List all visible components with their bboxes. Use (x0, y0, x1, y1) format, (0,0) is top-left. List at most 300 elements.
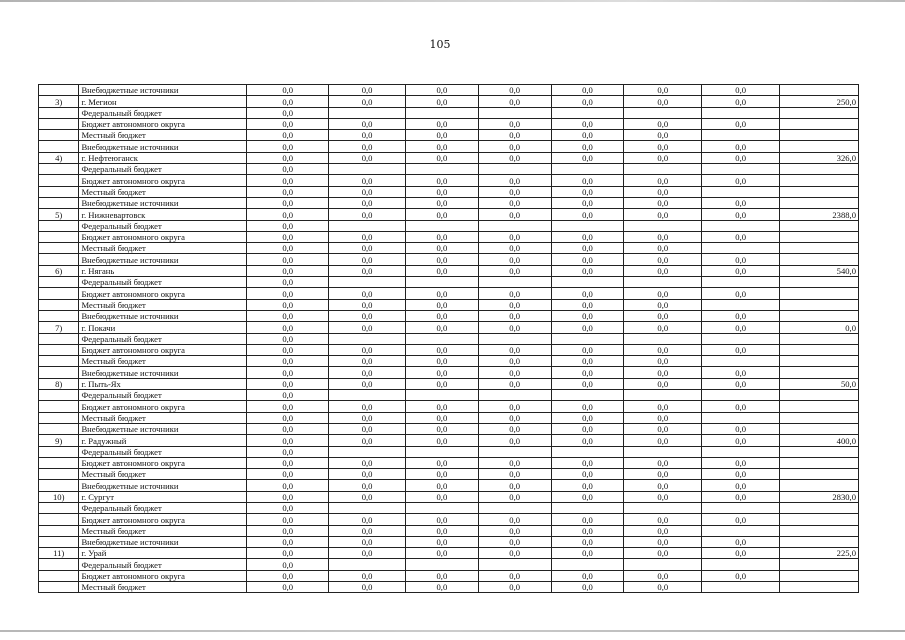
value-cell: 0,0 (478, 344, 551, 355)
row-number-cell (39, 164, 79, 175)
value-cell (702, 186, 780, 197)
row-name-cell: Бюджет автономного округа (79, 457, 247, 468)
total-cell (780, 559, 859, 570)
row-name-cell: Федеральный бюджет (79, 446, 247, 457)
row-name-cell: Местный бюджет (79, 582, 247, 593)
value-cell (624, 446, 702, 457)
value-cell: 0,0 (702, 401, 780, 412)
value-cell: 0,0 (702, 175, 780, 186)
table-row (39, 457, 859, 468)
value-cell (551, 390, 624, 401)
table-row (39, 367, 859, 378)
value-cell (702, 277, 780, 288)
value-cell (702, 164, 780, 175)
value-cell: 0,0 (702, 118, 780, 129)
value-cell: 0,0 (247, 390, 329, 401)
row-name-cell: г. Урай (79, 548, 247, 559)
value-cell: 0,0 (329, 197, 406, 208)
value-cell: 0,0 (329, 401, 406, 412)
row-number-cell (39, 559, 79, 570)
value-cell (478, 107, 551, 118)
value-cell: 0,0 (478, 457, 551, 468)
value-cell: 0,0 (405, 536, 478, 547)
value-cell: 0,0 (478, 491, 551, 502)
row-name-cell: Бюджет автономного округа (79, 514, 247, 525)
total-cell (780, 333, 859, 344)
value-cell: 0,0 (551, 265, 624, 276)
value-cell: 0,0 (247, 356, 329, 367)
row-number-cell (39, 446, 79, 457)
value-cell (702, 356, 780, 367)
value-cell: 0,0 (329, 288, 406, 299)
value-cell: 0,0 (551, 243, 624, 254)
value-cell (405, 164, 478, 175)
value-cell: 0,0 (551, 344, 624, 355)
total-cell (780, 356, 859, 367)
value-cell: 0,0 (551, 367, 624, 378)
value-cell (478, 277, 551, 288)
value-cell: 0,0 (551, 118, 624, 129)
value-cell: 0,0 (624, 401, 702, 412)
table-row (39, 254, 859, 265)
value-cell: 0,0 (247, 378, 329, 389)
row-name-cell: г. Пыть-Ях (79, 378, 247, 389)
value-cell: 0,0 (551, 197, 624, 208)
value-cell: 0,0 (478, 288, 551, 299)
value-cell (405, 277, 478, 288)
value-cell (702, 559, 780, 570)
row-name-cell: Местный бюджет (79, 525, 247, 536)
value-cell: 0,0 (329, 514, 406, 525)
value-cell (329, 502, 406, 513)
row-number-cell: 8) (39, 378, 79, 389)
row-name-cell: Внебюджетные источники (79, 480, 247, 491)
table-row (39, 209, 859, 220)
row-number-cell (39, 536, 79, 547)
row-number-cell (39, 254, 79, 265)
value-cell (405, 107, 478, 118)
table-row (39, 548, 859, 559)
value-cell (329, 277, 406, 288)
value-cell: 0,0 (624, 310, 702, 321)
total-cell: 326,0 (780, 152, 859, 163)
table-row (39, 536, 859, 547)
table-row (39, 231, 859, 242)
table-row (39, 164, 859, 175)
value-cell: 0,0 (405, 480, 478, 491)
table-row (39, 502, 859, 513)
total-cell (780, 570, 859, 581)
value-cell: 0,0 (329, 356, 406, 367)
value-cell: 0,0 (702, 536, 780, 547)
row-name-cell: г. Нефтеюганск (79, 152, 247, 163)
value-cell: 0,0 (624, 231, 702, 242)
value-cell: 0,0 (405, 299, 478, 310)
row-number-cell: 6) (39, 265, 79, 276)
value-cell: 0,0 (247, 322, 329, 333)
value-cell: 0,0 (329, 130, 406, 141)
value-cell: 0,0 (247, 96, 329, 107)
value-cell: 0,0 (551, 570, 624, 581)
value-cell: 0,0 (405, 288, 478, 299)
row-name-cell: Местный бюджет (79, 130, 247, 141)
value-cell (702, 107, 780, 118)
value-cell (624, 220, 702, 231)
value-cell: 0,0 (329, 186, 406, 197)
row-number-cell (39, 107, 79, 118)
total-cell (780, 344, 859, 355)
value-cell: 0,0 (478, 548, 551, 559)
scan-edge-top (0, 0, 905, 2)
value-cell: 0,0 (247, 525, 329, 536)
total-cell (780, 423, 859, 434)
value-cell (624, 390, 702, 401)
row-name-cell: Внебюджетные источники (79, 367, 247, 378)
value-cell: 0,0 (405, 582, 478, 593)
value-cell: 0,0 (405, 197, 478, 208)
value-cell: 0,0 (624, 299, 702, 310)
table-row (39, 96, 859, 107)
row-number-cell (39, 367, 79, 378)
row-number-cell: 3) (39, 96, 79, 107)
value-cell: 0,0 (329, 491, 406, 502)
total-cell (780, 299, 859, 310)
value-cell: 0,0 (551, 322, 624, 333)
value-cell: 0,0 (478, 525, 551, 536)
total-cell (780, 243, 859, 254)
value-cell: 0,0 (702, 514, 780, 525)
value-cell: 0,0 (551, 480, 624, 491)
value-cell: 0,0 (624, 152, 702, 163)
value-cell: 0,0 (478, 367, 551, 378)
value-cell: 0,0 (329, 367, 406, 378)
value-cell: 0,0 (551, 378, 624, 389)
value-cell: 0,0 (478, 186, 551, 197)
value-cell: 0,0 (478, 480, 551, 491)
value-cell: 0,0 (329, 322, 406, 333)
value-cell (478, 333, 551, 344)
table-row (39, 130, 859, 141)
total-cell (780, 412, 859, 423)
value-cell: 0,0 (702, 265, 780, 276)
table-row (39, 277, 859, 288)
value-cell: 0,0 (329, 548, 406, 559)
value-cell (478, 164, 551, 175)
value-cell: 0,0 (551, 96, 624, 107)
value-cell: 0,0 (702, 548, 780, 559)
row-number-cell (39, 85, 79, 96)
value-cell: 0,0 (329, 412, 406, 423)
value-cell: 0,0 (478, 322, 551, 333)
total-cell (780, 85, 859, 96)
value-cell: 0,0 (247, 457, 329, 468)
value-cell: 0,0 (624, 514, 702, 525)
value-cell: 0,0 (702, 254, 780, 265)
value-cell: 0,0 (551, 356, 624, 367)
value-cell: 0,0 (247, 582, 329, 593)
total-cell (780, 141, 859, 152)
row-name-cell: Федеральный бюджет (79, 502, 247, 513)
value-cell: 0,0 (624, 435, 702, 446)
value-cell: 0,0 (405, 548, 478, 559)
row-number-cell (39, 299, 79, 310)
total-cell: 400,0 (780, 435, 859, 446)
value-cell (478, 446, 551, 457)
value-cell: 0,0 (329, 457, 406, 468)
table-row (39, 582, 859, 593)
value-cell: 0,0 (702, 322, 780, 333)
row-name-cell: Местный бюджет (79, 469, 247, 480)
value-cell: 0,0 (247, 446, 329, 457)
value-cell: 0,0 (329, 118, 406, 129)
value-cell: 0,0 (329, 152, 406, 163)
total-cell (780, 220, 859, 231)
value-cell: 0,0 (329, 378, 406, 389)
table-row (39, 344, 859, 355)
value-cell: 0,0 (624, 525, 702, 536)
row-name-cell: Бюджет автономного округа (79, 288, 247, 299)
value-cell: 0,0 (702, 423, 780, 434)
row-name-cell: Федеральный бюджет (79, 333, 247, 344)
table-row (39, 141, 859, 152)
value-cell: 0,0 (329, 570, 406, 581)
value-cell: 0,0 (329, 85, 406, 96)
value-cell: 0,0 (247, 401, 329, 412)
table-row (39, 525, 859, 536)
value-cell: 0,0 (247, 118, 329, 129)
value-cell: 0,0 (624, 582, 702, 593)
total-cell (780, 197, 859, 208)
value-cell: 0,0 (329, 209, 406, 220)
value-cell: 0,0 (624, 491, 702, 502)
value-cell: 0,0 (624, 344, 702, 355)
value-cell: 0,0 (329, 423, 406, 434)
table-row (39, 220, 859, 231)
value-cell: 0,0 (405, 457, 478, 468)
row-name-cell: Федеральный бюджет (79, 220, 247, 231)
table-row (39, 491, 859, 502)
total-cell (780, 130, 859, 141)
value-cell (702, 525, 780, 536)
row-number-cell (39, 175, 79, 186)
value-cell (551, 277, 624, 288)
table-row (39, 446, 859, 457)
value-cell: 0,0 (247, 186, 329, 197)
value-cell (329, 164, 406, 175)
value-cell: 0,0 (329, 254, 406, 265)
value-cell: 0,0 (551, 536, 624, 547)
table-row (39, 243, 859, 254)
value-cell: 0,0 (405, 412, 478, 423)
row-name-cell: Федеральный бюджет (79, 107, 247, 118)
row-name-cell: Бюджет автономного округа (79, 231, 247, 242)
value-cell (405, 220, 478, 231)
row-name-cell: Бюджет автономного округа (79, 118, 247, 129)
table-row (39, 401, 859, 412)
total-cell (780, 536, 859, 547)
value-cell: 0,0 (405, 469, 478, 480)
value-cell: 0,0 (624, 243, 702, 254)
value-cell: 0,0 (329, 243, 406, 254)
value-cell: 0,0 (478, 570, 551, 581)
value-cell: 0,0 (405, 491, 478, 502)
value-cell: 0,0 (405, 435, 478, 446)
total-cell (780, 310, 859, 321)
total-cell (780, 502, 859, 513)
value-cell: 0,0 (405, 243, 478, 254)
value-cell: 0,0 (247, 254, 329, 265)
value-cell: 0,0 (247, 559, 329, 570)
value-cell: 0,0 (247, 570, 329, 581)
value-cell: 0,0 (702, 231, 780, 242)
value-cell: 0,0 (478, 254, 551, 265)
value-cell (624, 277, 702, 288)
row-number-cell (39, 197, 79, 208)
value-cell: 0,0 (624, 209, 702, 220)
value-cell: 0,0 (624, 469, 702, 480)
row-name-cell: г. Радужный (79, 435, 247, 446)
row-name-cell: Бюджет автономного округа (79, 401, 247, 412)
value-cell: 0,0 (405, 96, 478, 107)
value-cell: 0,0 (478, 175, 551, 186)
value-cell: 0,0 (478, 582, 551, 593)
value-cell: 0,0 (405, 423, 478, 434)
table-row (39, 152, 859, 163)
value-cell: 0,0 (551, 175, 624, 186)
row-number-cell (39, 118, 79, 129)
value-cell: 0,0 (247, 435, 329, 446)
row-number-cell (39, 231, 79, 242)
total-cell (780, 186, 859, 197)
row-name-cell: Бюджет автономного округа (79, 175, 247, 186)
total-cell (780, 367, 859, 378)
value-cell: 0,0 (702, 457, 780, 468)
value-cell (624, 502, 702, 513)
value-cell (702, 220, 780, 231)
value-cell: 0,0 (478, 469, 551, 480)
value-cell: 0,0 (624, 378, 702, 389)
total-cell (780, 254, 859, 265)
value-cell: 0,0 (624, 412, 702, 423)
value-cell: 0,0 (247, 265, 329, 276)
value-cell: 0,0 (624, 254, 702, 265)
value-cell (329, 333, 406, 344)
value-cell: 0,0 (405, 514, 478, 525)
value-cell: 0,0 (329, 525, 406, 536)
value-cell: 0,0 (702, 96, 780, 107)
row-name-cell: Местный бюджет (79, 299, 247, 310)
value-cell: 0,0 (247, 164, 329, 175)
value-cell: 0,0 (405, 254, 478, 265)
value-cell: 0,0 (478, 356, 551, 367)
table-row (39, 288, 859, 299)
row-number-cell: 5) (39, 209, 79, 220)
value-cell: 0,0 (624, 480, 702, 491)
table-row (39, 107, 859, 118)
row-number-cell: 4) (39, 152, 79, 163)
value-cell: 0,0 (624, 356, 702, 367)
table-row (39, 356, 859, 367)
value-cell: 0,0 (478, 536, 551, 547)
value-cell: 0,0 (329, 141, 406, 152)
row-number-cell (39, 525, 79, 536)
row-number-cell: 10) (39, 491, 79, 502)
value-cell: 0,0 (624, 367, 702, 378)
value-cell: 0,0 (247, 277, 329, 288)
value-cell: 0,0 (329, 480, 406, 491)
value-cell: 0,0 (624, 85, 702, 96)
value-cell: 0,0 (247, 152, 329, 163)
value-cell: 0,0 (702, 367, 780, 378)
value-cell: 0,0 (551, 435, 624, 446)
table-row (39, 186, 859, 197)
value-cell: 0,0 (247, 412, 329, 423)
row-number-cell (39, 480, 79, 491)
value-cell (551, 502, 624, 513)
page-number: 105 (429, 38, 451, 51)
row-name-cell: Внебюджетные источники (79, 423, 247, 434)
value-cell: 0,0 (247, 344, 329, 355)
value-cell: 0,0 (405, 231, 478, 242)
total-cell (780, 118, 859, 129)
value-cell: 0,0 (329, 175, 406, 186)
value-cell: 0,0 (551, 141, 624, 152)
value-cell (702, 502, 780, 513)
value-cell: 0,0 (247, 502, 329, 513)
table-row (39, 469, 859, 480)
value-cell (478, 559, 551, 570)
row-number-cell (39, 356, 79, 367)
value-cell: 0,0 (624, 186, 702, 197)
total-cell (780, 164, 859, 175)
row-name-cell: Местный бюджет (79, 412, 247, 423)
value-cell: 0,0 (478, 209, 551, 220)
value-cell: 0,0 (405, 322, 478, 333)
value-cell: 0,0 (624, 423, 702, 434)
value-cell: 0,0 (702, 197, 780, 208)
value-cell (624, 333, 702, 344)
value-cell (551, 220, 624, 231)
value-cell: 0,0 (329, 299, 406, 310)
value-cell (478, 220, 551, 231)
row-number-cell (39, 514, 79, 525)
value-cell: 0,0 (478, 412, 551, 423)
value-cell (329, 446, 406, 457)
value-cell: 0,0 (551, 152, 624, 163)
value-cell: 0,0 (624, 288, 702, 299)
value-cell: 0,0 (329, 435, 406, 446)
value-cell: 0,0 (405, 570, 478, 581)
value-cell (329, 107, 406, 118)
total-cell: 50,0 (780, 378, 859, 389)
value-cell: 0,0 (478, 265, 551, 276)
value-cell: 0,0 (329, 231, 406, 242)
row-number-cell (39, 401, 79, 412)
value-cell: 0,0 (551, 401, 624, 412)
value-cell: 0,0 (247, 107, 329, 118)
row-number-cell (39, 277, 79, 288)
table-row (39, 322, 859, 333)
value-cell: 0,0 (247, 209, 329, 220)
value-cell: 0,0 (702, 491, 780, 502)
value-cell: 0,0 (551, 209, 624, 220)
value-cell: 0,0 (405, 310, 478, 321)
row-name-cell: Федеральный бюджет (79, 277, 247, 288)
row-name-cell: г. Сургут (79, 491, 247, 502)
row-name-cell: Внебюджетные источники (79, 310, 247, 321)
table-row (39, 514, 859, 525)
value-cell (702, 333, 780, 344)
